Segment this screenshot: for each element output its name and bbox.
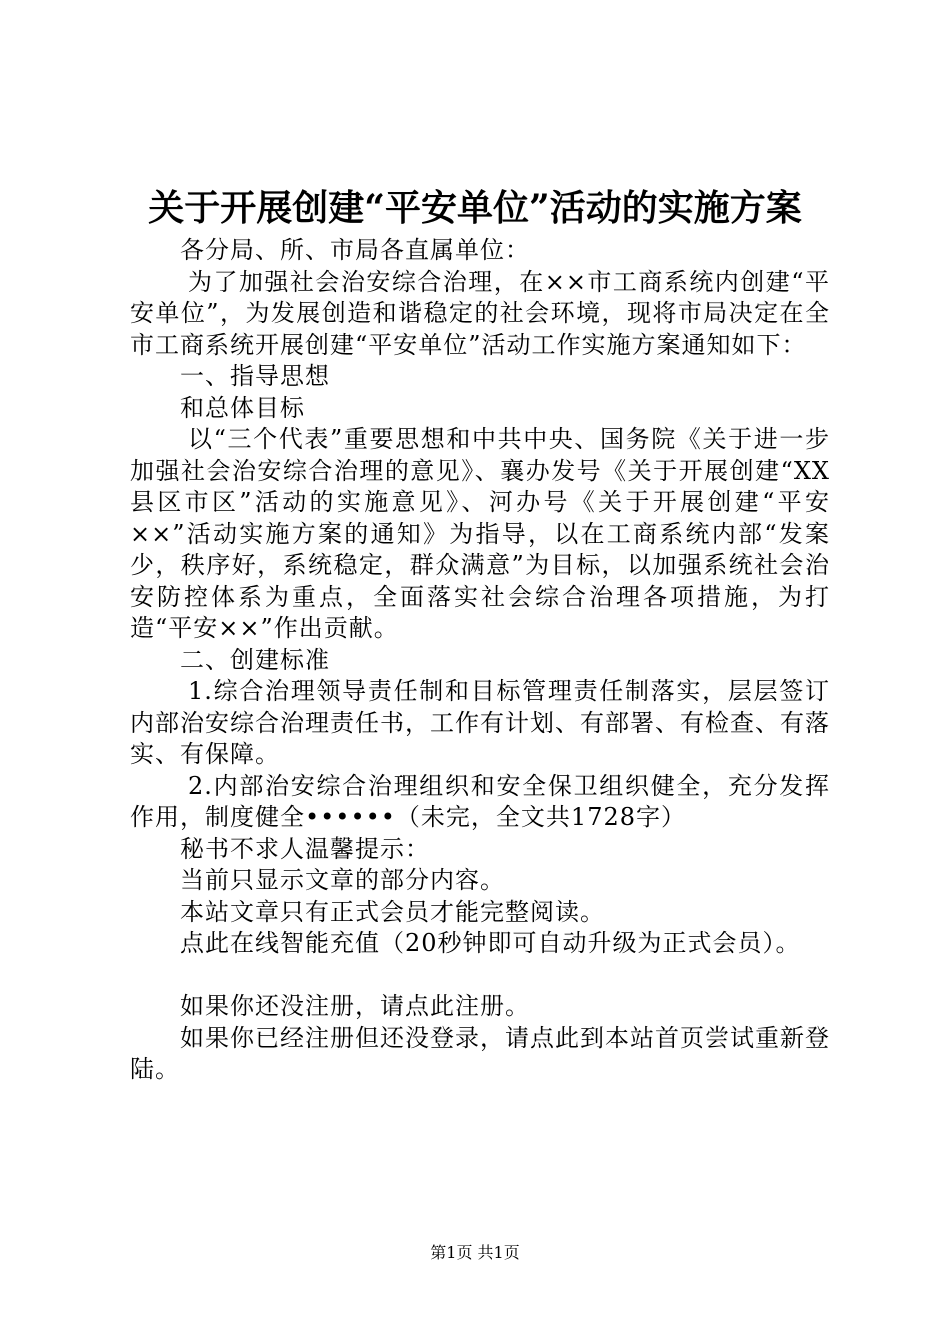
login-link[interactable]: 如果你已经注册但还没登录，请点此到本站首页尝试重新登陆。 bbox=[130, 1023, 830, 1083]
tip-members-only[interactable]: 本站文章只有正式会员才能完整阅读。 bbox=[180, 897, 605, 926]
spacer bbox=[130, 960, 830, 992]
tip-partial-content: 当前只显示文章的部分内容。 bbox=[180, 866, 505, 894]
standard-item-1: 1.综合治理领导责任制和目标管理责任制落实，层层签订内部治安综合治理责任书，工作有计划、有部署、有检查、有落实、有保障。 bbox=[130, 677, 830, 768]
document-body bbox=[130, 235, 830, 1086]
document-title: 关于开展创建“平安单位”活动的实施方案 bbox=[148, 187, 802, 229]
section-heading-standards: 二、创建标准 bbox=[180, 645, 330, 674]
recharge-link[interactable]: 点此在线智能充值（20秒钟即可自动升级为正式会员）。 bbox=[180, 929, 801, 957]
page-footer: 第1页 共1页 bbox=[430, 1243, 520, 1262]
section-heading-overall-goal: 和总体目标 bbox=[180, 393, 305, 422]
guiding-ideology-paragraph: 以“三个代表”重要思想和中共中央、国务院《关于进一步加强社会治安综合治理的意见》、襄办发号《关于开展创建“XX县区市区”活动的实施意见》、河办号《关于开展创建“平安××”活动实施方案的通知》为指导，以在工商系统内部“发案少，秩序好，系统稳定，群众满意”为目标，以加强系统社会治安防控体系为重点，全面落实社会综合治理各项措施，为打造“平安××”作出贡献。 bbox=[130, 425, 830, 642]
salutation: 各分局、所、市局各直属单位： bbox=[180, 236, 530, 264]
tip-heading: 秘书不求人温馨提示： bbox=[180, 834, 430, 863]
register-link[interactable]: 如果你还没注册，请点此注册。 bbox=[180, 992, 530, 1020]
standard-item-2: 2.内部治安综合治理组织和安全保卫组织健全，充分发挥作用，制度健全••••••（未完，全文共1728字） bbox=[130, 771, 830, 831]
section-heading-guiding-ideology: 一、指导思想 bbox=[180, 362, 330, 390]
intro-paragraph: 为了加强社会治安综合治理，在××市工商系统内创建“平安单位”，为发展创造和谐稳定的社会环境，现将市局决定在全市工商系统开展创建“平安单位”活动工作实施方案通知如下： bbox=[130, 267, 830, 359]
